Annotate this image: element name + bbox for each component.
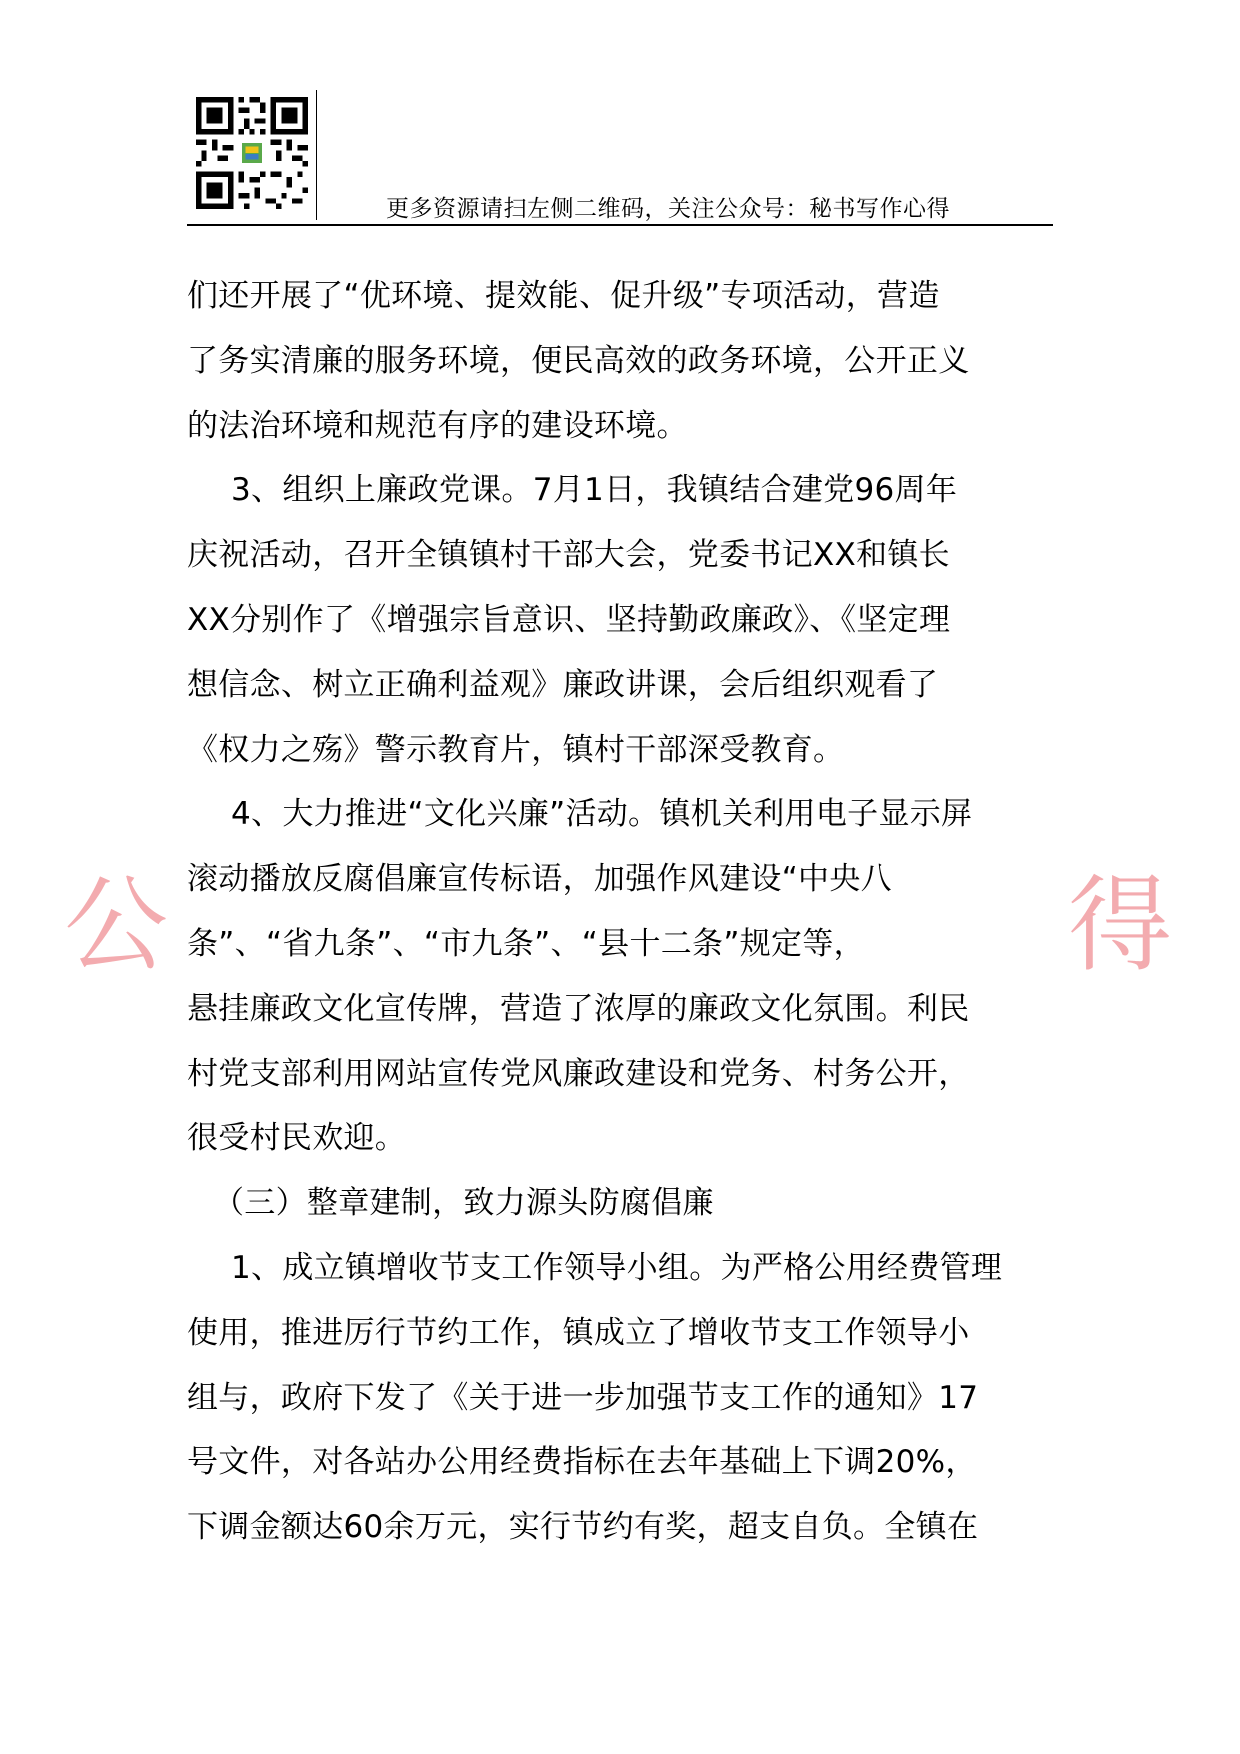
text-line: 悬挂廉政文化宣传牌，营造了浓厚的廉政文化氛围。利民 <box>187 990 970 1027</box>
qr-code-icon <box>196 97 308 209</box>
text-line: 了务实清廉的服务环境，便民高效的政务环境，公开正义 <box>187 342 970 379</box>
text-line: 4、大力推进“文化兴廉”活动。镇机关利用电子显示屏 <box>231 796 973 833</box>
text-line: 滚动播放反腐倡廉宣传标语，加强作风建设“中央八 <box>187 861 892 898</box>
text-line: 使用，推进厉行节约工作，镇成立了增收节支工作领导小 <box>187 1314 970 1351</box>
text-line: 想信念、树立正确利益观》廉政讲课，会后组织观看了 <box>187 666 939 703</box>
paragraph <box>187 264 1053 458</box>
header-divider-vertical <box>316 90 317 220</box>
text-line: 组与，政府下发了《关于进一步加强节支工作的通知》17 <box>187 1379 979 1416</box>
text-line: 号文件，对各站办公用经费指标在去年基础上下调20%， <box>187 1444 977 1481</box>
paragraph <box>187 782 1053 1171</box>
text-line: 条”、“省九条”、“市九条”、“县十二条”规定等， <box>187 925 865 962</box>
text-line: 3、组织上廉政党课。7月1日，我镇结合建党96周年 <box>231 472 958 509</box>
header-text: 更多资源请扫左侧二维码，关注公众号：秘书写作心得 <box>386 196 950 222</box>
text-line: XX分别作了《增强宗旨意识、坚持勤政廉政》、《坚定理 <box>187 601 951 638</box>
paragraph <box>187 1236 1053 1560</box>
text-line: 1、成立镇增收节支工作领导小组。为严格公用经费管理 <box>231 1249 1003 1286</box>
header-rule <box>187 224 1053 226</box>
text-line: 下调金额达60余万元，实行节约有奖，超支自负。全镇在 <box>187 1509 979 1546</box>
text-line: 村党支部利用网站宣传党风廉政建设和党务、村务公开， <box>187 1055 970 1092</box>
paragraph <box>187 458 1053 782</box>
text-line: 很受村民欢迎。 <box>187 1120 407 1157</box>
document-body <box>187 264 1053 1560</box>
section-heading <box>187 1171 1053 1236</box>
watermark-right: 得 <box>1068 864 1173 986</box>
text-line: 《权力之殇》警示教育片，镇村干部深受教育。 <box>187 731 845 768</box>
text-line: 们还开展了“优环境、提效能、促升级”专项活动，营造 <box>187 278 940 314</box>
text-line: 的法治环境和规范有序的建设环境。 <box>187 407 688 444</box>
text-line: （三）整章建制，致力源头防腐倡廉 <box>213 1185 714 1222</box>
watermark-left: 公 <box>64 864 169 986</box>
text-line: 庆祝活动，召开全镇镇村干部大会，党委书记XX和镇长 <box>187 537 950 574</box>
